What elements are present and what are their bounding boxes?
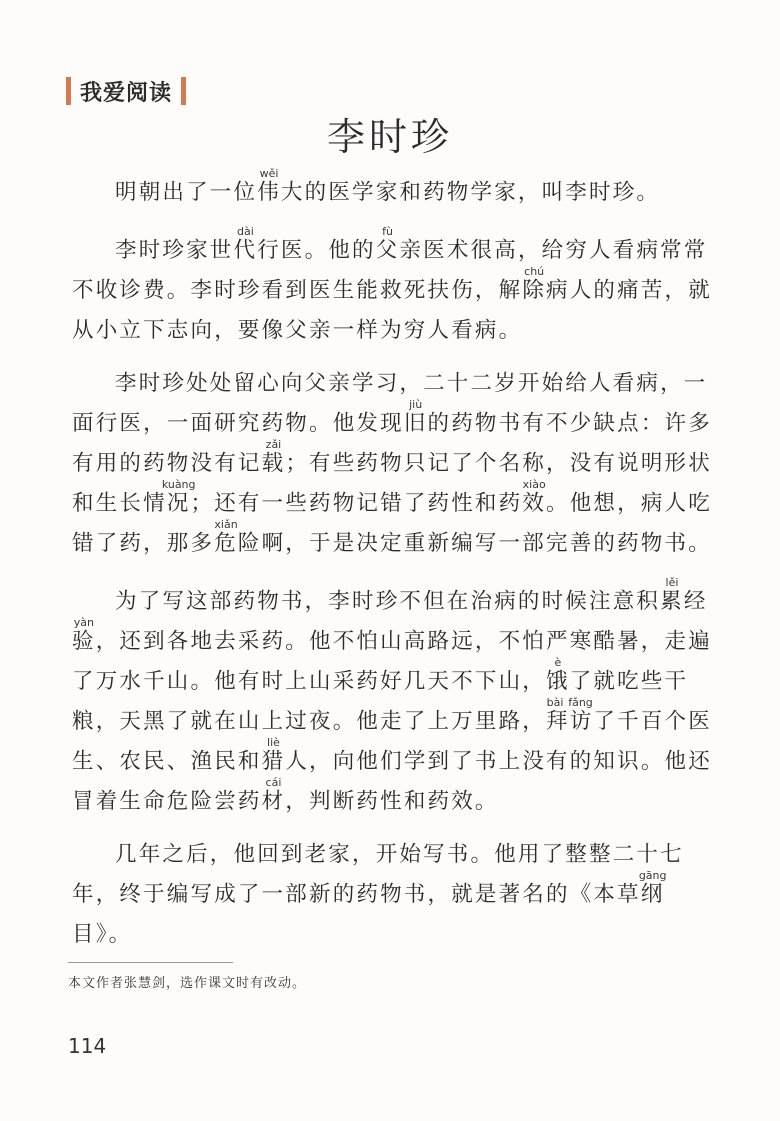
pinyin-annotated-char: 旧jiù — [403, 398, 428, 436]
text-run: 险啊，于是决定重新编写一部完善的药物书。 — [237, 531, 712, 556]
text-run: 了千百个医生、农民、渔民和 — [72, 709, 712, 774]
lesson-body — [72, 168, 712, 955]
pinyin-annotated-char: 代dài — [233, 225, 258, 263]
text-run: 李时珍处处留心向父亲学习，二十二岁开始给人看病，一面行医，一面研究药物。他发现 — [72, 371, 708, 436]
text-run: 人，向他们学到了书上没有的知识。他还冒着生命危险尝药 — [72, 749, 712, 814]
text-run: 亲医术很高，给穷人看病常常不收诊费。李时珍看到医生能救死扶伤，解 — [72, 238, 708, 303]
pinyin: wěi — [257, 167, 281, 180]
text-run: 了就吃些干粮，天黑了就在山上过夜。他走了上万里路， — [72, 669, 689, 734]
pinyin-annotated-char: 饿è — [546, 656, 570, 694]
pinyin: bài fǎng — [546, 696, 594, 709]
footnote-divider — [68, 962, 233, 963]
page-number: 114 — [68, 1034, 107, 1058]
text-run: 经 — [683, 589, 708, 614]
tag-bar-left — [66, 77, 71, 105]
text-run: ；还有一些药物记错了药性和药 — [190, 491, 523, 516]
pinyin-annotated-char: 除chú — [522, 265, 547, 303]
pinyin-annotated-char: 材cái — [261, 776, 286, 814]
pinyin-annotated-char: 效xiào — [522, 478, 547, 516]
pinyin-annotated-char: 况kuàng — [161, 478, 196, 516]
paragraph — [72, 168, 712, 213]
pinyin: gāng — [638, 869, 667, 882]
pinyin-annotated-char: 父fù — [375, 225, 400, 263]
text-run: 目》。 — [72, 922, 133, 947]
pinyin: dài — [233, 225, 258, 238]
tag-bar-right — [181, 77, 186, 105]
pinyin-annotated-char: 伟wěi — [257, 167, 281, 205]
lesson-title: 李时珍 — [326, 115, 453, 159]
pinyin-annotated-char: 载zǎi — [261, 438, 286, 476]
paragraph — [72, 226, 712, 351]
footnote: 本文作者张慧剑，选作课文时有改动。 — [68, 976, 307, 991]
pinyin: xiào — [522, 478, 547, 491]
pinyin-annotated-char: 验yàn — [72, 616, 96, 654]
section-tag-label: 我爱阅读 — [80, 80, 173, 106]
text-run: 为了写这部药物书，李时珍不但在治病的时候注意积 — [115, 589, 661, 614]
pinyin: xiǎn — [214, 518, 238, 531]
pinyin: yàn — [72, 616, 96, 629]
pinyin: fù — [375, 225, 400, 238]
text-run: 大的医学家和药物学家，叫李时珍。 — [280, 180, 661, 205]
paragraph — [72, 364, 712, 564]
pinyin: è — [546, 656, 570, 669]
text-run: ，判断药性和药效。 — [285, 789, 499, 814]
pinyin: liè — [261, 736, 286, 749]
text-run: 李时珍家世 — [115, 238, 234, 263]
pinyin: jiù — [403, 398, 428, 411]
text-run: ；有些药物只记了个名称，没有说明形状和生长情 — [72, 451, 712, 516]
text-run: 行医。他的 — [257, 238, 376, 263]
pinyin-annotated-char: 累lěi — [660, 576, 684, 614]
paragraph — [72, 577, 712, 822]
text-run: 明朝出了一位 — [115, 180, 258, 205]
pinyin-annotated-char: 猎liè — [261, 736, 286, 774]
text-run: ，还到各地去采药。他不怕山高路远，不怕严寒酷暑，走遍了万水千山。他有时上山采药好几天不下山， — [72, 629, 712, 694]
text-run: 病人的痛苦，就从小立下志向，要像父亲一样为穷人看病。 — [72, 278, 712, 343]
pinyin: chú — [522, 265, 546, 278]
section-tag — [66, 74, 186, 108]
pinyin-annotated-char: 危xiǎn — [214, 518, 238, 556]
text-run: 几年之后，他回到老家，开始写书。他用了整整二十七年，终于编写成了一部新的药物书，就是著名的《本草 — [72, 842, 684, 907]
text-run: 。他想，病人吃错了药，那多 — [72, 491, 712, 556]
pinyin: zǎi — [261, 438, 286, 451]
paragraph — [72, 835, 712, 955]
pinyin: cái — [261, 776, 286, 789]
pinyin: kuàng — [161, 478, 196, 491]
pinyin-annotated-char: 纲gāng — [638, 869, 667, 907]
pinyin-annotated-char: 拜访bài fǎng — [546, 696, 594, 734]
text-run: 的药物书有不少缺点：许多有用的药物没有记 — [72, 411, 712, 476]
pinyin: lěi — [660, 576, 684, 589]
